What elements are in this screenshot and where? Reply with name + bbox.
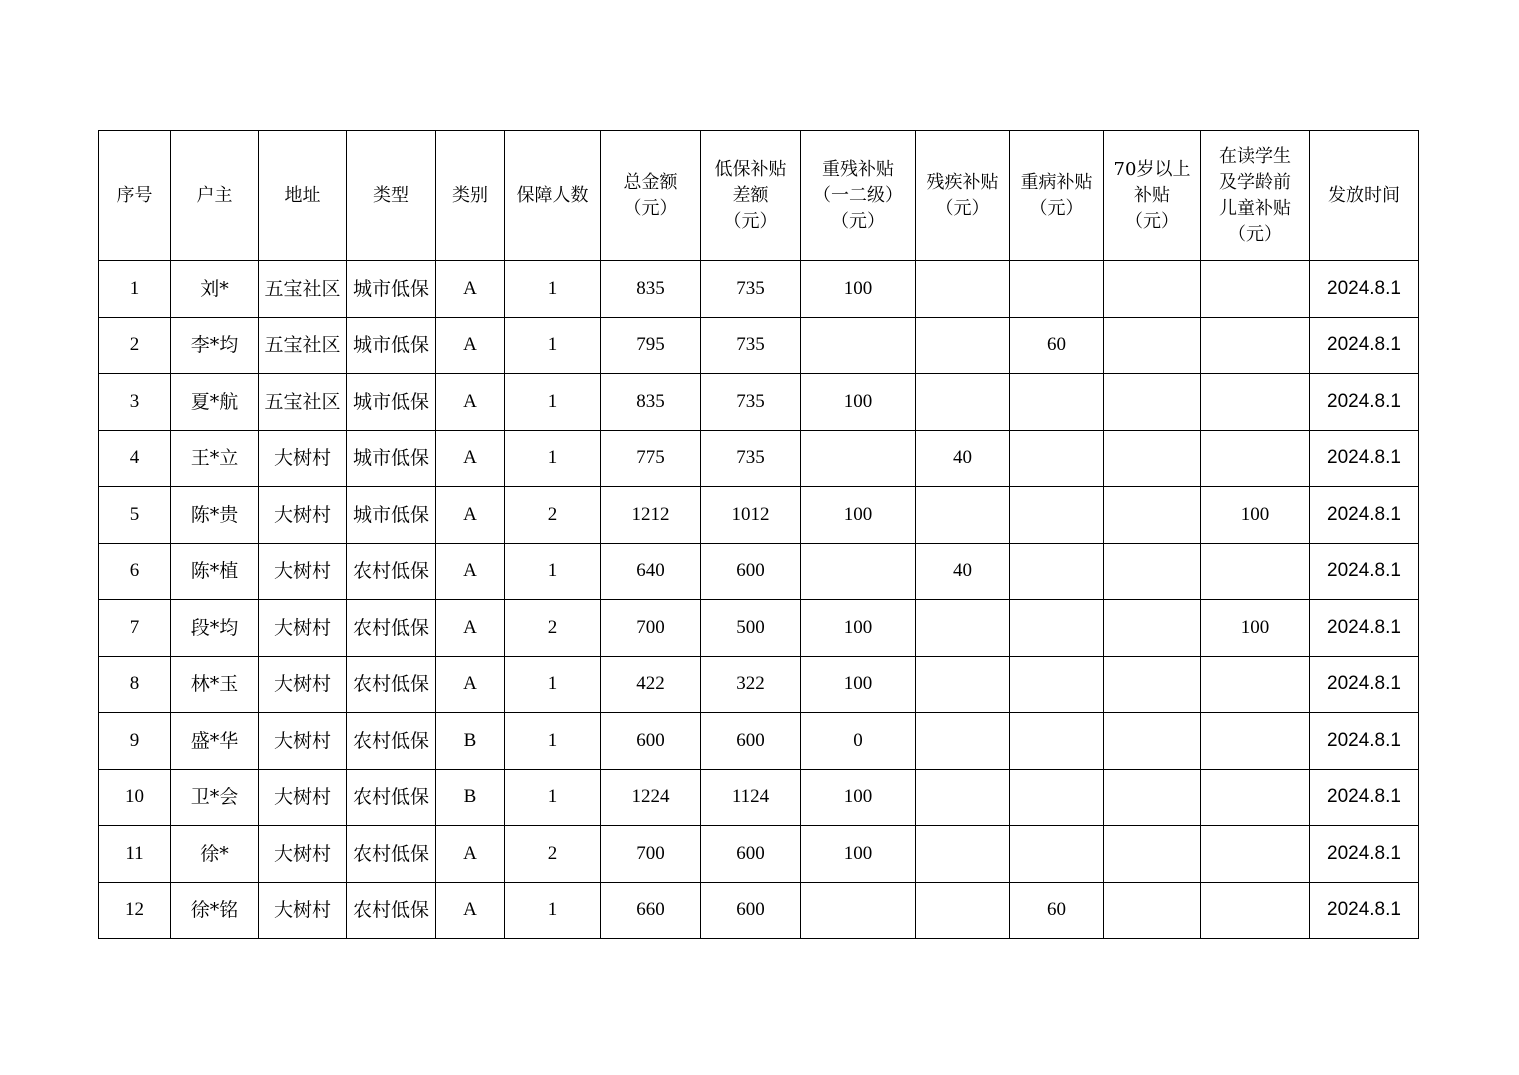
cell-type: 城市低保 — [347, 487, 436, 544]
table-row — [99, 487, 1419, 544]
cell-over-70-subsidy — [1104, 769, 1201, 826]
cell-type: 城市低保 — [347, 317, 436, 374]
cell-serial-number: 1 — [99, 261, 171, 318]
cell-severe-disability-subsidy: 100 — [801, 261, 916, 318]
cell-covered-persons: 1 — [505, 374, 601, 431]
header-text-line: （元） — [623, 197, 678, 219]
cell-covered-persons: 2 — [505, 826, 601, 883]
cell-allowance-difference: 735 — [701, 374, 801, 431]
cell-allowance-difference: 735 — [701, 261, 801, 318]
cell-category: A — [436, 543, 505, 600]
header-text-line: 在读学生 — [1219, 145, 1291, 167]
cell-payment-date: 2024.8.1 — [1310, 769, 1419, 826]
header-severe-disability-subsidy — [801, 131, 916, 261]
header-text-line: 重残补贴 — [822, 158, 894, 180]
cell-student-child-subsidy — [1201, 882, 1310, 939]
table-row — [99, 317, 1419, 374]
header-text-line: （元） — [935, 197, 990, 219]
cell-covered-persons: 1 — [505, 317, 601, 374]
cell-severe-disability-subsidy: 100 — [801, 826, 916, 883]
header-text-line: （一二级） — [813, 184, 903, 206]
cell-covered-persons: 1 — [505, 261, 601, 318]
cell-household-head: 徐* — [171, 826, 259, 883]
cell-household-head: 夏*航 — [171, 374, 259, 431]
cell-total-amount: 1224 — [601, 769, 701, 826]
cell-category: A — [436, 317, 505, 374]
cell-over-70-subsidy — [1104, 261, 1201, 318]
cell-address: 大树村 — [259, 600, 347, 657]
header-payment-date — [1310, 131, 1419, 261]
cell-serial-number: 4 — [99, 430, 171, 487]
table-row — [99, 543, 1419, 600]
cell-address: 五宝社区 — [259, 374, 347, 431]
cell-allowance-difference: 600 — [701, 713, 801, 770]
cell-allowance-difference: 322 — [701, 656, 801, 713]
cell-serious-illness-subsidy: 60 — [1010, 317, 1104, 374]
cell-payment-date: 2024.8.1 — [1310, 374, 1419, 431]
header-total-amount — [601, 131, 701, 261]
cell-household-head: 陈*贵 — [171, 487, 259, 544]
cell-over-70-subsidy — [1104, 317, 1201, 374]
cell-address: 大树村 — [259, 430, 347, 487]
cell-student-child-subsidy — [1201, 713, 1310, 770]
cell-serious-illness-subsidy — [1010, 826, 1104, 883]
cell-over-70-subsidy — [1104, 430, 1201, 487]
cell-type: 城市低保 — [347, 261, 436, 318]
header-student-child-subsidy — [1201, 131, 1310, 261]
header-text-line: 低保补贴 — [714, 158, 787, 180]
cell-disability-subsidy — [916, 713, 1010, 770]
cell-household-head: 李*均 — [171, 317, 259, 374]
table-header — [99, 131, 1419, 261]
table-row — [99, 826, 1419, 883]
cell-type: 农村低保 — [347, 543, 436, 600]
cell-total-amount: 700 — [601, 826, 701, 883]
cell-over-70-subsidy — [1104, 713, 1201, 770]
header-text-line: 重病补贴 — [1020, 171, 1093, 193]
cell-payment-date: 2024.8.1 — [1310, 487, 1419, 544]
cell-serial-number: 9 — [99, 713, 171, 770]
cell-payment-date: 2024.8.1 — [1310, 656, 1419, 713]
cell-payment-date: 2024.8.1 — [1310, 713, 1419, 770]
cell-severe-disability-subsidy — [801, 543, 916, 600]
cell-student-child-subsidy — [1201, 261, 1310, 318]
cell-covered-persons: 1 — [505, 656, 601, 713]
cell-household-head: 陈*植 — [171, 543, 259, 600]
header-category — [436, 131, 505, 261]
cell-severe-disability-subsidy: 100 — [801, 487, 916, 544]
cell-category: B — [436, 713, 505, 770]
cell-type: 农村低保 — [347, 882, 436, 939]
table-body — [99, 261, 1419, 939]
header-over-70-subsidy — [1104, 131, 1201, 261]
header-serial-number — [99, 131, 171, 261]
cell-address: 大树村 — [259, 769, 347, 826]
table-row — [99, 430, 1419, 487]
cell-address: 五宝社区 — [259, 261, 347, 318]
cell-serial-number: 2 — [99, 317, 171, 374]
cell-serious-illness-subsidy — [1010, 600, 1104, 657]
cell-address: 大树村 — [259, 487, 347, 544]
cell-type: 城市低保 — [347, 430, 436, 487]
cell-serial-number: 6 — [99, 543, 171, 600]
cell-serious-illness-subsidy: 60 — [1010, 882, 1104, 939]
cell-disability-subsidy — [916, 656, 1010, 713]
cell-household-head: 刘* — [171, 261, 259, 318]
header-text-line: 保障人数 — [516, 184, 589, 206]
cell-covered-persons: 2 — [505, 600, 601, 657]
cell-total-amount: 835 — [601, 374, 701, 431]
cell-allowance-difference: 735 — [701, 430, 801, 487]
cell-allowance-difference: 600 — [701, 543, 801, 600]
cell-student-child-subsidy — [1201, 317, 1310, 374]
cell-category: A — [436, 656, 505, 713]
cell-disability-subsidy: 40 — [916, 430, 1010, 487]
cell-student-child-subsidy — [1201, 543, 1310, 600]
header-address — [259, 131, 347, 261]
cell-disability-subsidy — [916, 487, 1010, 544]
cell-household-head: 王*立 — [171, 430, 259, 487]
header-covered-persons — [505, 131, 601, 261]
header-allowance-difference — [701, 131, 801, 261]
cell-payment-date: 2024.8.1 — [1310, 600, 1419, 657]
cell-over-70-subsidy — [1104, 656, 1201, 713]
cell-disability-subsidy — [916, 882, 1010, 939]
cell-serial-number: 7 — [99, 600, 171, 657]
cell-disability-subsidy — [916, 826, 1010, 883]
cell-serial-number: 8 — [99, 656, 171, 713]
cell-total-amount: 660 — [601, 882, 701, 939]
cell-disability-subsidy — [916, 374, 1010, 431]
cell-serious-illness-subsidy — [1010, 543, 1104, 600]
header-text-line: 差额 — [732, 184, 769, 206]
header-serious-illness-subsidy — [1010, 131, 1104, 261]
cell-disability-subsidy — [916, 261, 1010, 318]
header-text-line: 总金额 — [623, 171, 678, 193]
header-text-line: 及学龄前 — [1219, 171, 1291, 193]
cell-allowance-difference: 500 — [701, 600, 801, 657]
cell-household-head: 卫*会 — [171, 769, 259, 826]
cell-disability-subsidy — [916, 317, 1010, 374]
cell-type: 农村低保 — [347, 713, 436, 770]
header-type — [347, 131, 436, 261]
header-text-line: （元） — [831, 210, 885, 232]
cell-severe-disability-subsidy — [801, 317, 916, 374]
cell-type: 农村低保 — [347, 656, 436, 713]
cell-category: A — [436, 826, 505, 883]
header-text-line: （元） — [1125, 210, 1179, 232]
cell-payment-date: 2024.8.1 — [1310, 882, 1419, 939]
cell-serious-illness-subsidy — [1010, 261, 1104, 318]
cell-address: 大树村 — [259, 882, 347, 939]
cell-serial-number: 11 — [99, 826, 171, 883]
cell-household-head: 林*玉 — [171, 656, 259, 713]
cell-total-amount: 422 — [601, 656, 701, 713]
cell-address: 大树村 — [259, 713, 347, 770]
cell-student-child-subsidy: 100 — [1201, 600, 1310, 657]
cell-serial-number: 10 — [99, 769, 171, 826]
table-row — [99, 600, 1419, 657]
header-text-line: （元） — [723, 210, 778, 232]
cell-serial-number: 3 — [99, 374, 171, 431]
cell-total-amount: 835 — [601, 261, 701, 318]
cell-payment-date: 2024.8.1 — [1310, 317, 1419, 374]
cell-category: A — [436, 487, 505, 544]
cell-covered-persons: 1 — [505, 543, 601, 600]
cell-type: 农村低保 — [347, 600, 436, 657]
cell-serious-illness-subsidy — [1010, 713, 1104, 770]
header-row — [99, 131, 1419, 261]
cell-household-head: 盛*华 — [171, 713, 259, 770]
cell-over-70-subsidy — [1104, 374, 1201, 431]
cell-payment-date: 2024.8.1 — [1310, 261, 1419, 318]
cell-total-amount: 700 — [601, 600, 701, 657]
table-row — [99, 882, 1419, 939]
table-row — [99, 374, 1419, 431]
cell-serious-illness-subsidy — [1010, 487, 1104, 544]
cell-student-child-subsidy — [1201, 769, 1310, 826]
header-text-line: 70岁以上 — [1113, 158, 1191, 180]
header-household-head — [171, 131, 259, 261]
header-text-line: 类型 — [373, 184, 409, 206]
cell-disability-subsidy — [916, 600, 1010, 657]
header-text-line: 户主 — [196, 184, 233, 206]
cell-student-child-subsidy — [1201, 430, 1310, 487]
cell-payment-date: 2024.8.1 — [1310, 543, 1419, 600]
relief-payment-table — [98, 130, 1419, 939]
cell-allowance-difference: 600 — [701, 882, 801, 939]
cell-total-amount: 1212 — [601, 487, 701, 544]
cell-type: 农村低保 — [347, 826, 436, 883]
cell-student-child-subsidy — [1201, 656, 1310, 713]
cell-severe-disability-subsidy: 100 — [801, 656, 916, 713]
table-row — [99, 261, 1419, 318]
cell-over-70-subsidy — [1104, 543, 1201, 600]
cell-covered-persons: 1 — [505, 882, 601, 939]
cell-serious-illness-subsidy — [1010, 769, 1104, 826]
cell-address: 大树村 — [259, 656, 347, 713]
header-text-line: 序号 — [116, 184, 153, 206]
cell-serious-illness-subsidy — [1010, 374, 1104, 431]
header-text-line: 类别 — [452, 184, 488, 206]
cell-category: A — [436, 261, 505, 318]
header-text-line: 发放时间 — [1328, 184, 1400, 206]
cell-total-amount: 795 — [601, 317, 701, 374]
cell-address: 五宝社区 — [259, 317, 347, 374]
cell-serial-number: 5 — [99, 487, 171, 544]
cell-type: 城市低保 — [347, 374, 436, 431]
cell-total-amount: 775 — [601, 430, 701, 487]
cell-over-70-subsidy — [1104, 487, 1201, 544]
cell-payment-date: 2024.8.1 — [1310, 826, 1419, 883]
cell-covered-persons: 1 — [505, 430, 601, 487]
cell-student-child-subsidy — [1201, 826, 1310, 883]
cell-category: A — [436, 882, 505, 939]
cell-serial-number: 12 — [99, 882, 171, 939]
cell-severe-disability-subsidy: 100 — [801, 374, 916, 431]
cell-address: 大树村 — [259, 826, 347, 883]
cell-severe-disability-subsidy: 100 — [801, 600, 916, 657]
cell-household-head: 徐*铭 — [171, 882, 259, 939]
header-text-line: 残疾补贴 — [926, 171, 999, 193]
cell-address: 大树村 — [259, 543, 347, 600]
cell-disability-subsidy — [916, 769, 1010, 826]
cell-severe-disability-subsidy — [801, 430, 916, 487]
cell-covered-persons: 1 — [505, 769, 601, 826]
cell-severe-disability-subsidy: 0 — [801, 713, 916, 770]
cell-serious-illness-subsidy — [1010, 656, 1104, 713]
cell-severe-disability-subsidy — [801, 882, 916, 939]
header-disability-subsidy — [916, 131, 1010, 261]
cell-category: A — [436, 430, 505, 487]
cell-allowance-difference: 600 — [701, 826, 801, 883]
cell-total-amount: 600 — [601, 713, 701, 770]
table-row — [99, 769, 1419, 826]
header-text-line: 补贴 — [1134, 184, 1170, 206]
cell-over-70-subsidy — [1104, 600, 1201, 657]
cell-severe-disability-subsidy: 100 — [801, 769, 916, 826]
cell-covered-persons: 2 — [505, 487, 601, 544]
table-row — [99, 656, 1419, 713]
cell-over-70-subsidy — [1104, 826, 1201, 883]
header-text-line: （元） — [1228, 223, 1282, 245]
cell-allowance-difference: 735 — [701, 317, 801, 374]
cell-over-70-subsidy — [1104, 882, 1201, 939]
cell-total-amount: 640 — [601, 543, 701, 600]
cell-payment-date: 2024.8.1 — [1310, 430, 1419, 487]
cell-type: 农村低保 — [347, 769, 436, 826]
header-text-line: 儿童补贴 — [1219, 197, 1291, 219]
cell-student-child-subsidy — [1201, 374, 1310, 431]
cell-category: A — [436, 374, 505, 431]
cell-student-child-subsidy: 100 — [1201, 487, 1310, 544]
cell-category: B — [436, 769, 505, 826]
cell-allowance-difference: 1124 — [701, 769, 801, 826]
header-text-line: （元） — [1029, 197, 1084, 219]
cell-serious-illness-subsidy — [1010, 430, 1104, 487]
cell-allowance-difference: 1012 — [701, 487, 801, 544]
cell-disability-subsidy: 40 — [916, 543, 1010, 600]
cell-category: A — [436, 600, 505, 657]
table-row — [99, 713, 1419, 770]
cell-covered-persons: 1 — [505, 713, 601, 770]
cell-household-head: 段*均 — [171, 600, 259, 657]
header-text-line: 地址 — [284, 184, 321, 206]
